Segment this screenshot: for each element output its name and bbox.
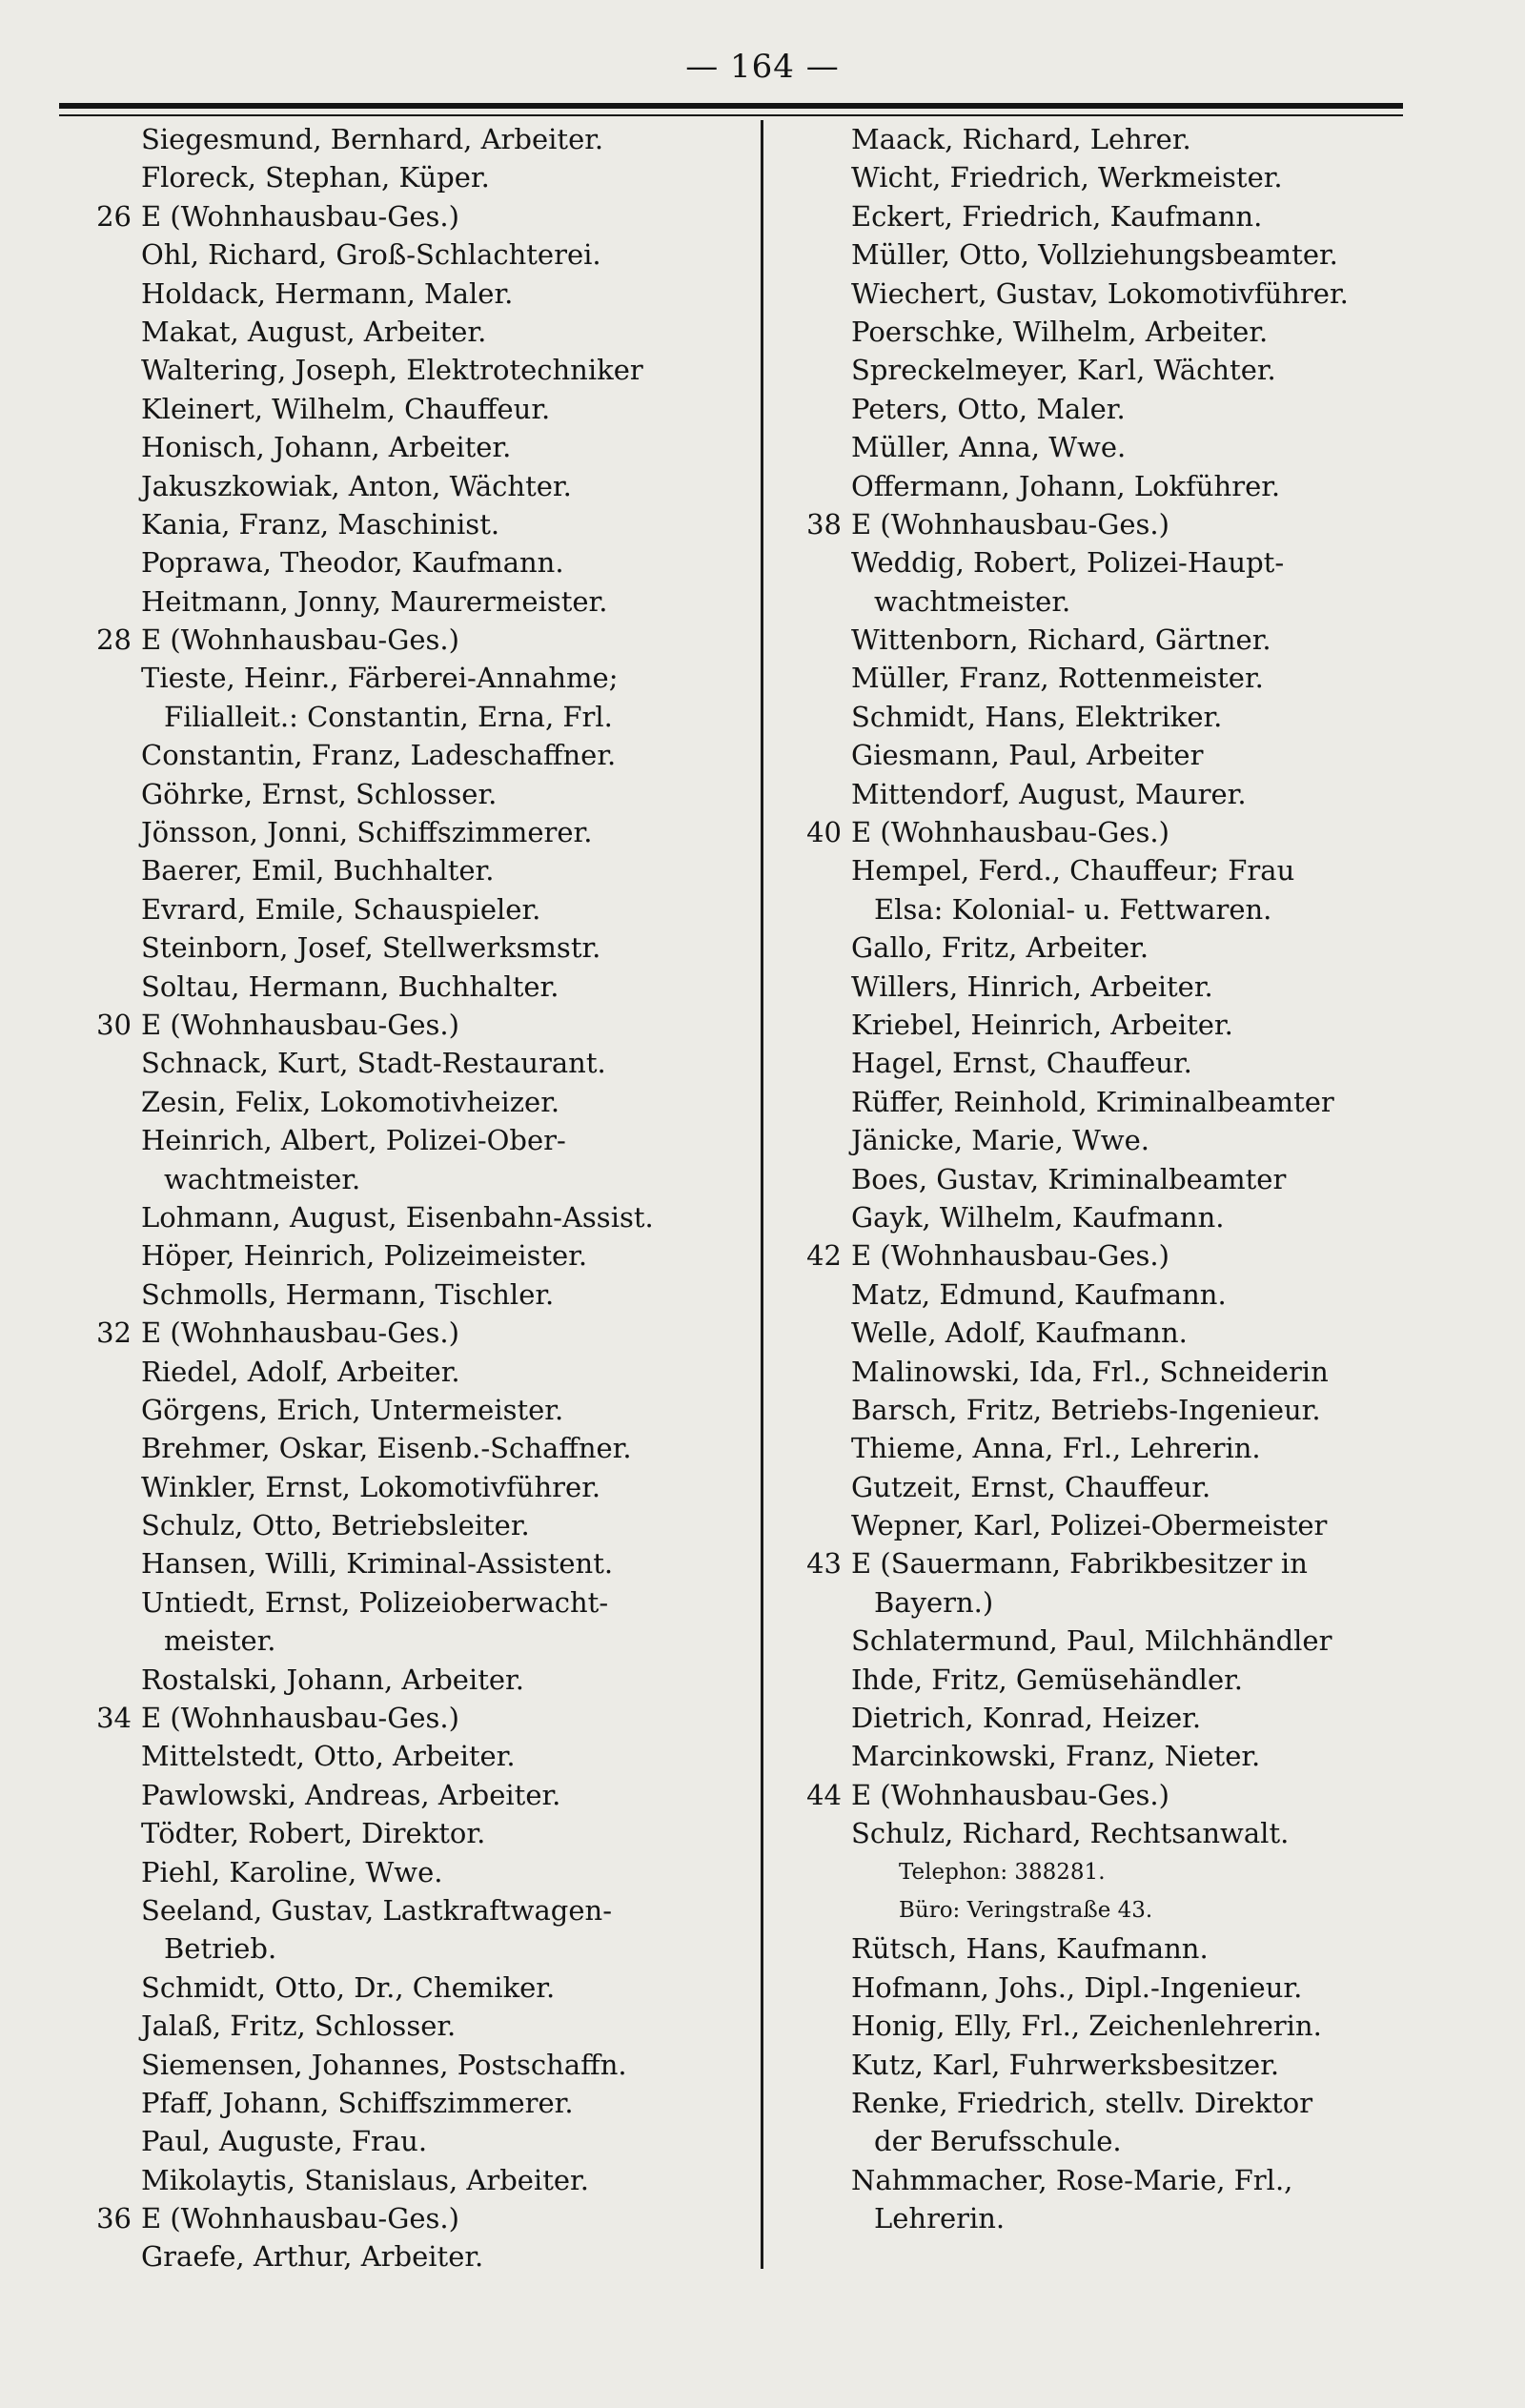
resident-entry: Gallo, Fritz, Arbeiter. bbox=[851, 931, 1149, 965]
resident-entry: Pawlowski, Andreas, Arbeiter. bbox=[141, 1778, 561, 1811]
resident-entry: Jänicke, Marie, Wwe. bbox=[851, 1124, 1150, 1157]
resident-entry: Dietrich, Konrad, Heizer. bbox=[851, 1702, 1202, 1735]
resident-entry: Poprawa, Theodor, Kaufmann. bbox=[141, 546, 564, 580]
house-number: 44 bbox=[806, 1778, 842, 1811]
house-number-heading bbox=[786, 1776, 1454, 1814]
resident-entry: Schulz, Otto, Betriebsleiter. bbox=[141, 1509, 530, 1542]
house-number-heading bbox=[76, 621, 743, 659]
entry-continuation: Lehrerin. bbox=[874, 2202, 1006, 2235]
entry-continuation: wachtmeister. bbox=[874, 584, 1071, 618]
resident-entry: Waltering, Joseph, Elektrotechniker bbox=[141, 354, 643, 387]
resident-entry: Seeland, Gustav, Lastkraftwagen- bbox=[141, 1893, 612, 1927]
entry-continuation: der Berufsschule. bbox=[874, 2125, 1122, 2158]
resident-entry: Floreck, Stephan, Küper. bbox=[141, 161, 490, 194]
resident-entry: Honig, Elly, Frl., Zeichenlehrerin. bbox=[851, 2010, 1322, 2043]
house-number-heading bbox=[76, 197, 743, 235]
resident-entry: Pfaff, Johann, Schiffszimmerer. bbox=[141, 2086, 574, 2119]
entry-continuation: Filialleit.: Constantin, Erna, Frl. bbox=[164, 700, 613, 733]
resident-entry: Tödter, Robert, Direktor. bbox=[141, 1817, 486, 1850]
resident-entry: Siemensen, Johannes, Postschaffn. bbox=[141, 2048, 627, 2081]
entry-continuation: Elsa: Kolonial- u. Fettwaren. bbox=[874, 892, 1272, 926]
entry-contact-detail: Telephon: 388281. bbox=[899, 1859, 1106, 1885]
house-owner-label: E (Wohnhausbau-Ges.) bbox=[141, 199, 459, 233]
resident-entry: Jönsson, Jonni, Schiffszimmerer. bbox=[141, 816, 593, 849]
resident-entry: Lohmann, August, Eisenbahn-Assist. bbox=[141, 1200, 654, 1234]
resident-entry: Hempel, Ferd., Chauffeur; Frau bbox=[851, 854, 1295, 888]
resident-entry: Marcinkowski, Franz, Nieter. bbox=[851, 1740, 1261, 1773]
header-rule-thin bbox=[59, 114, 1403, 116]
resident-entry: Müller, Otto, Vollziehungsbeamter. bbox=[851, 238, 1338, 272]
resident-entry: Schulz, Richard, Rechtsanwalt. bbox=[851, 1817, 1290, 1850]
resident-entry: Evrard, Emile, Schauspieler. bbox=[141, 892, 541, 926]
resident-entry: Piehl, Karoline, Wwe. bbox=[141, 1855, 443, 1888]
house-owner-label: E (Wohnhausbau-Ges.) bbox=[851, 816, 1169, 849]
house-number: 43 bbox=[806, 1547, 842, 1581]
resident-entry: Riedel, Adolf, Arbeiter. bbox=[141, 1355, 460, 1388]
resident-entry: Offermann, Johann, Lokführer. bbox=[851, 469, 1281, 502]
resident-entry: Ihde, Fritz, Gemüsehändler. bbox=[851, 1663, 1244, 1696]
house-number: 26 bbox=[96, 199, 132, 233]
resident-entry: Renke, Friedrich, stellv. Direktor bbox=[851, 2086, 1313, 2119]
house-number: 32 bbox=[96, 1316, 132, 1350]
resident-entry: Winkler, Ernst, Lokomotivführer. bbox=[141, 1470, 601, 1503]
house-number-heading bbox=[786, 813, 1454, 851]
resident-entry: Göhrke, Ernst, Schlosser. bbox=[141, 777, 498, 810]
resident-entry: Müller, Anna, Wwe. bbox=[851, 431, 1127, 464]
house-owner-label: E (Wohnhausbau-Ges.) bbox=[141, 1702, 459, 1735]
left-column bbox=[76, 120, 743, 2276]
house-number: 34 bbox=[96, 1702, 132, 1735]
resident-entry: Spreckelmeyer, Karl, Wächter. bbox=[851, 354, 1276, 387]
resident-entry: Kriebel, Heinrich, Arbeiter. bbox=[851, 1008, 1233, 1041]
house-number: 42 bbox=[806, 1239, 842, 1273]
house-number-heading bbox=[786, 505, 1454, 543]
house-owner-label: E (Wohnhausbau-Ges.) bbox=[141, 1316, 459, 1350]
resident-entry: Honisch, Johann, Arbeiter. bbox=[141, 431, 512, 464]
house-number-heading bbox=[76, 1699, 743, 1737]
house-owner-label: E (Wohnhausbau-Ges.) bbox=[851, 507, 1169, 541]
resident-entry: Görgens, Erich, Untermeister. bbox=[141, 1393, 564, 1426]
resident-entry: Mikolaytis, Stanislaus, Arbeiter. bbox=[141, 2163, 589, 2196]
house-owner-label: E (Wohnhausbau-Ges.) bbox=[141, 2202, 459, 2235]
house-number: 40 bbox=[806, 816, 842, 849]
resident-entry: Ohl, Richard, Groß-Schlachterei. bbox=[141, 238, 601, 272]
resident-entry: Mittelstedt, Otto, Arbeiter. bbox=[141, 1740, 516, 1773]
resident-entry: Makat, August, Arbeiter. bbox=[141, 315, 487, 348]
entry-continuation: Betrieb. bbox=[164, 1932, 277, 1966]
resident-entry: Welle, Adolf, Kaufmann. bbox=[851, 1316, 1188, 1350]
resident-entry: Jakuszkowiak, Anton, Wächter. bbox=[141, 469, 572, 502]
house-number: 28 bbox=[96, 623, 132, 657]
resident-entry: Peters, Otto, Maler. bbox=[851, 392, 1126, 425]
resident-entry: Siegesmund, Bernhard, Arbeiter. bbox=[141, 123, 604, 155]
resident-entry: Soltau, Hermann, Buchhalter. bbox=[141, 969, 559, 1003]
resident-entry: Rostalski, Johann, Arbeiter. bbox=[141, 1663, 524, 1696]
resident-entry: Hofmann, Johs., Dipl.-Ingenieur. bbox=[851, 1970, 1303, 2004]
header-rule-thick bbox=[59, 103, 1403, 109]
resident-entry: Poerschke, Wilhelm, Arbeiter. bbox=[851, 315, 1269, 348]
resident-entry: Willers, Hinrich, Arbeiter. bbox=[851, 969, 1213, 1003]
entry-continuation: meister. bbox=[164, 1624, 276, 1658]
house-owner-label: E (Sauermann, Fabrikbesitzer in bbox=[851, 1547, 1308, 1581]
resident-entry: Zesin, Felix, Lokomotivheizer. bbox=[141, 1085, 560, 1118]
resident-entry: Giesmann, Paul, Arbeiter bbox=[851, 739, 1204, 772]
house-number-heading bbox=[76, 2199, 743, 2237]
resident-entry: Schmidt, Hans, Elektriker. bbox=[851, 700, 1223, 733]
resident-entry: Boes, Gustav, Kriminalbeamter bbox=[851, 1162, 1287, 1195]
resident-entry: Thieme, Anna, Frl., Lehrerin. bbox=[851, 1432, 1261, 1465]
resident-entry: Wepner, Karl, Polizei-Obermeister bbox=[851, 1509, 1328, 1542]
resident-entry: Kania, Franz, Maschinist. bbox=[141, 507, 500, 541]
resident-entry: Hagel, Ernst, Chauffeur. bbox=[851, 1047, 1192, 1080]
resident-entry: Gutzeit, Ernst, Chauffeur. bbox=[851, 1470, 1211, 1503]
resident-entry: Wiechert, Gustav, Lokomotivführer. bbox=[851, 276, 1349, 310]
right-column bbox=[786, 120, 1454, 2237]
resident-entry: Schlatermund, Paul, Milchhändler bbox=[851, 1624, 1332, 1658]
resident-entry: Kleinert, Wilhelm, Chauffeur. bbox=[141, 392, 551, 425]
resident-entry: Malinowski, Ida, Frl., Schneiderin bbox=[851, 1355, 1329, 1388]
resident-entry: Holdack, Hermann, Maler. bbox=[141, 276, 514, 310]
resident-entry: Steinborn, Josef, Stellwerksmstr. bbox=[141, 931, 601, 965]
resident-entry: Barsch, Fritz, Betriebs-Ingenieur. bbox=[851, 1393, 1321, 1426]
resident-entry: Müller, Franz, Rottenmeister. bbox=[851, 662, 1264, 695]
resident-entry: Heinrich, Albert, Polizei-Ober- bbox=[141, 1124, 566, 1157]
resident-entry: Maack, Richard, Lehrer. bbox=[851, 123, 1191, 155]
resident-entry: Kutz, Karl, Fuhrwerksbesitzer. bbox=[851, 2048, 1280, 2081]
resident-entry: Schnack, Kurt, Stadt-Restaurant. bbox=[141, 1047, 606, 1080]
resident-entry: Tieste, Heinr., Färberei-Annahme; bbox=[141, 662, 619, 695]
resident-entry: Eckert, Friedrich, Kaufmann. bbox=[851, 199, 1263, 233]
resident-entry: Rüffer, Reinhold, Kriminalbeamter bbox=[851, 1085, 1334, 1118]
resident-entry: Constantin, Franz, Ladeschaffner. bbox=[141, 739, 617, 772]
resident-entry: Rütsch, Hans, Kaufmann. bbox=[851, 1932, 1209, 1966]
resident-entry: Untiedt, Ernst, Polizeioberwacht- bbox=[141, 1585, 609, 1619]
house-number: 38 bbox=[806, 507, 842, 541]
house-owner-label: E (Wohnhausbau-Ges.) bbox=[851, 1239, 1169, 1273]
house-number-heading bbox=[786, 1544, 1454, 1582]
resident-entry: Baerer, Emil, Buchhalter. bbox=[141, 854, 495, 888]
resident-entry: Mittendorf, August, Maurer. bbox=[851, 777, 1247, 810]
resident-entry: Graefe, Arthur, Arbeiter. bbox=[141, 2240, 484, 2274]
resident-entry: Brehmer, Oskar, Eisenb.-Schaffner. bbox=[141, 1432, 632, 1465]
entry-continuation: wachtmeister. bbox=[164, 1162, 361, 1195]
entry-continuation: Bayern.) bbox=[874, 1585, 994, 1619]
resident-entry: Hansen, Willi, Kriminal-Assistent. bbox=[141, 1547, 614, 1581]
resident-entry: Gayk, Wilhelm, Kaufmann. bbox=[851, 1200, 1225, 1234]
house-owner-label: E (Wohnhausbau-Ges.) bbox=[141, 1008, 459, 1041]
page-number: — 164 — bbox=[685, 48, 840, 86]
resident-entry: Schmidt, Otto, Dr., Chemiker. bbox=[141, 1970, 556, 2004]
resident-entry: Wittenborn, Richard, Gärtner. bbox=[851, 623, 1271, 657]
house-number-heading bbox=[76, 1006, 743, 1044]
house-owner-label: E (Wohnhausbau-Ges.) bbox=[851, 1778, 1169, 1811]
resident-entry: Paul, Auguste, Frau. bbox=[141, 2125, 428, 2158]
resident-entry: Matz, Edmund, Kaufmann. bbox=[851, 1277, 1227, 1311]
house-number: 36 bbox=[96, 2202, 132, 2235]
house-number: 30 bbox=[96, 1008, 132, 1041]
resident-entry: Heitmann, Jonny, Maurermeister. bbox=[141, 584, 608, 618]
house-number-heading bbox=[76, 1314, 743, 1352]
resident-entry: Nahmmacher, Rose-Marie, Frl., bbox=[851, 2163, 1293, 2196]
entry-contact-detail: Büro: Veringstraße 43. bbox=[899, 1897, 1153, 1923]
resident-entry: Weddig, Robert, Polizei-Haupt- bbox=[851, 546, 1285, 580]
resident-entry: Höper, Heinrich, Polizeimeister. bbox=[141, 1239, 588, 1273]
resident-entry: Schmolls, Hermann, Tischler. bbox=[141, 1277, 555, 1311]
house-owner-label: E (Wohnhausbau-Ges.) bbox=[141, 623, 459, 657]
resident-entry: Wicht, Friedrich, Werkmeister. bbox=[851, 161, 1283, 194]
house-number-heading bbox=[786, 1236, 1454, 1275]
resident-entry: Jalaß, Fritz, Schlosser. bbox=[141, 2010, 457, 2043]
column-divider bbox=[761, 120, 763, 2269]
